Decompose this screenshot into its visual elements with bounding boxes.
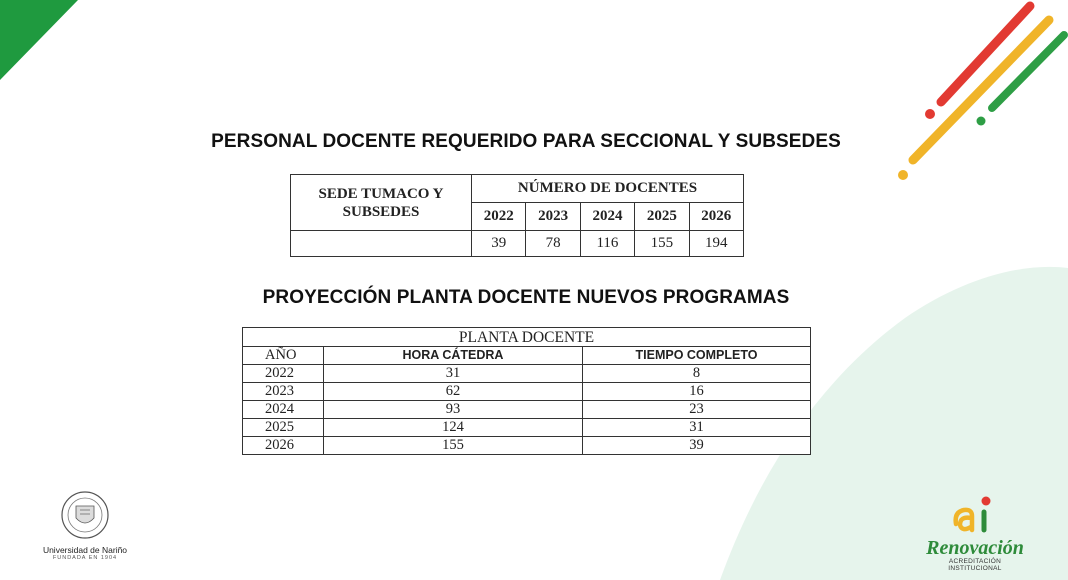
hora-catedra-cell: 124 [324, 419, 583, 437]
year-header-cell: 2024 [580, 203, 634, 231]
anio-header: AÑO [243, 347, 324, 365]
hora-catedra-cell: 93 [324, 401, 583, 419]
year-header-cell: 2025 [635, 203, 689, 231]
table-row [243, 437, 811, 455]
year-header-cell: 2022 [472, 203, 526, 231]
table-row [243, 401, 811, 419]
year-cell: 2026 [243, 437, 324, 455]
value-cell: 155 [635, 231, 689, 257]
year-header-cell: 2026 [689, 203, 744, 231]
year-cell: 2025 [243, 419, 324, 437]
university-founded: FUNDADA EN 1904 [52, 555, 118, 561]
value-cell: 78 [526, 231, 580, 257]
numero-docentes-header: NÚMERO DE DOCENTES [472, 175, 744, 203]
hora-catedra-header: HORA CÁTEDRA [324, 347, 583, 365]
empty-cell [291, 231, 472, 257]
tiempo-completo-cell: 8 [583, 365, 811, 383]
value-cell: 194 [689, 231, 744, 257]
planta-docente-table [242, 327, 811, 455]
year-cell: 2024 [243, 401, 324, 419]
tiempo-completo-header: TIEMPO COMPLETO [583, 347, 811, 365]
year-cell: 2022 [243, 365, 324, 383]
value-cell: 116 [580, 231, 634, 257]
title-personal-docente: PERSONAL DOCENTE REQUERIDO PARA SECCIONAL Y SUBSEDES [211, 131, 841, 152]
tiempo-completo-cell: 31 [583, 419, 811, 437]
value-cell: 39 [472, 231, 526, 257]
university-name: Universidad de Nariño [42, 545, 128, 555]
year-cell: 2023 [243, 383, 324, 401]
table-row [243, 365, 811, 383]
ai-logo-icon [950, 494, 1000, 534]
tiempo-completo-cell: 23 [583, 401, 811, 419]
acreditacion-subtitle: ACREDITACIÓN INSTITUCIONAL [948, 558, 1002, 572]
university-seal-icon [58, 490, 112, 540]
hora-catedra-cell: 31 [324, 365, 583, 383]
renovacion-logo [922, 494, 1028, 572]
title-proyeccion-planta: PROYECCIÓN PLANTA DOCENTE NUEVOS PROGRAMAS [262, 287, 790, 308]
hora-catedra-cell: 62 [324, 383, 583, 401]
year-header-cell: 2023 [526, 203, 580, 231]
table-row [243, 419, 811, 437]
table-row [243, 383, 811, 401]
renovacion-word: Renovación [926, 537, 1024, 559]
hora-catedra-cell: 155 [324, 437, 583, 455]
tiempo-completo-cell: 16 [583, 383, 811, 401]
sede-header-cell: SEDE TUMACO Y SUBSEDES [291, 175, 472, 231]
tiempo-completo-cell: 39 [583, 437, 811, 455]
personal-docente-table [290, 174, 744, 257]
university-logo [42, 490, 128, 561]
planta-docente-title-cell: PLANTA DOCENTE [243, 328, 811, 347]
